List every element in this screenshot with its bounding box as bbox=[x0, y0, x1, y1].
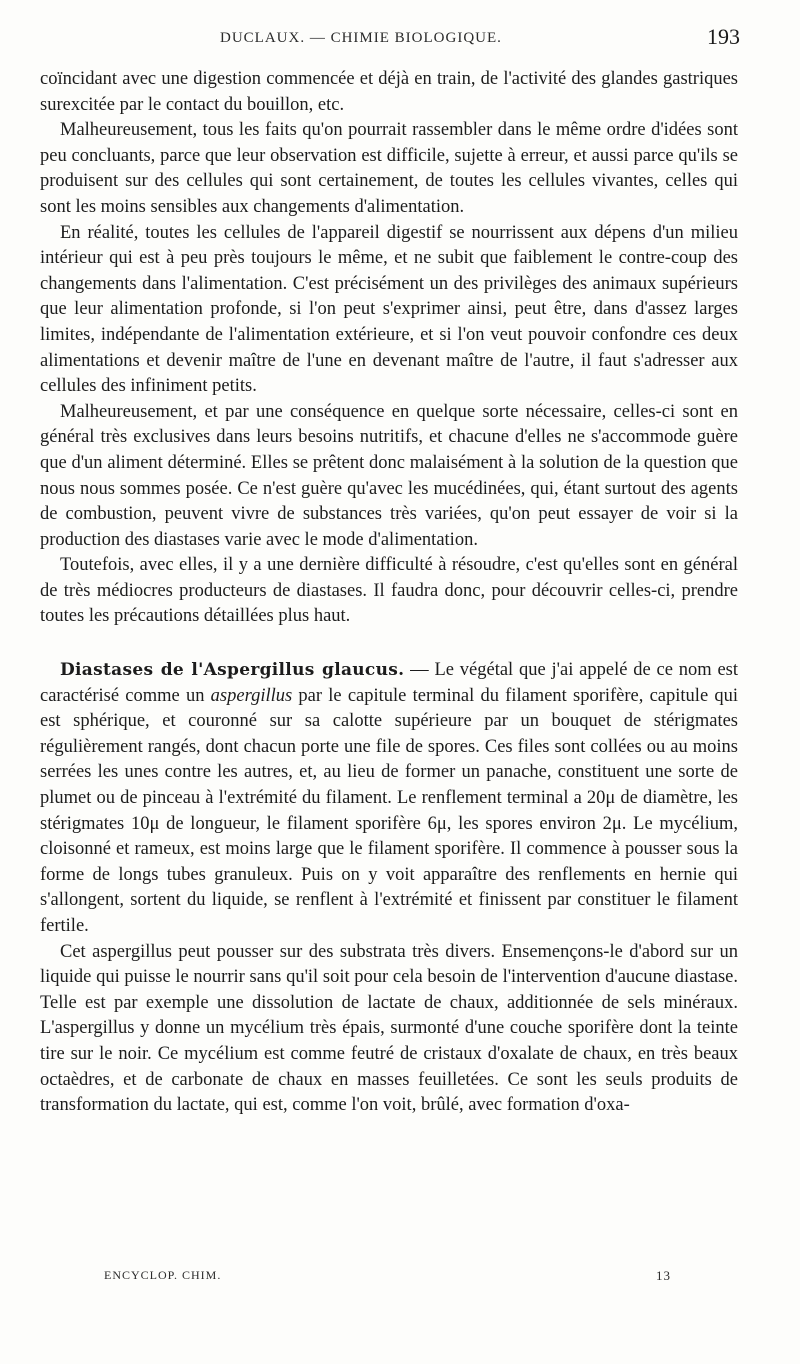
paragraph-text: par le capitule terminal du filament sporifère, capitule qui est sphérique, et couronné sur sa calotte supérieure par un bouquet de stérigmates régulièrement rangés, dont chacun porte une file de spores. Ces files sont collées ou au moins serrées les unes contre les autres, et, au lieu de former un panache, constituent une sorte de plumet ou de pinceau à l'extrémité du filament. Le renflement terminal a 20μ de diamètre, les stérigmates 10μ de longueur, le filament sporifère 6μ, les spores environ 2μ. Le mycélium, cloisonné et rameux, est moins large que le filament sporifère. Il commence à pousser sous la forme de longs tubes granuleux. Puis on y voit apparaître des renflements en hernie qui s'allongent, sortent du liquide, se renflent à l'extrémité et finissent par constituer le filament fertile. bbox=[40, 685, 739, 936]
signature-mark: ENCYCLOP. CHIM. bbox=[104, 1268, 222, 1282]
paragraph: Toutefois, avec elles, il y a une dernière difficulté à résoudre, c'est qu'elles sont en général de très médiocres producteurs de diastases. Il faudra donc, pour découvrir celles-ci, prendre toutes les précautions détaillées plus haut. bbox=[40, 555, 738, 627]
section-paragraph bbox=[40, 658, 738, 940]
running-title: DUCLAUX. — CHIMIE BIOLOGIQUE. bbox=[220, 30, 502, 46]
paragraph: Malheureusement, tous les faits qu'on pourrait rassembler dans le même ordre d'idées sont peu concluants, parce que leur observation est difficile, sujette à erreur, et aussi parce qu'ils se produisent sur des cellules qui sont certainement, de toutes les cellules vivantes, celles qui sont les moins sensibles aux changements d'alimentation. bbox=[40, 120, 738, 217]
page-header bbox=[40, 24, 740, 54]
paragraph-continuation: coïncidant avec une digestion commencée et déjà en train, de l'activité des glandes gastriques surexcitée par le contact du bouillon, etc. bbox=[40, 69, 738, 115]
paragraph: Cet aspergillus peut pousser sur des substrata très divers. Ensemençons-le d'abord sur un liquide qui puisse le nourrir sans qu'il soit pour cela besoin de l'intervention d'aucune diastase. Telle est par exemple une dissolution de lactate de chaux, additionnée de sels minéraux. L'aspergillus y donne un mycélium très épais, surmonté d'une couche sporifère dont la teinte tire sur le noir. Ce mycélium est comme feutré de cristaux d'oxalate de chaux, en très beaux octaèdres, et de carbonate de chaux en masses feuilletées. Ce sont les seuls produits de transformation du lactate, qui est, comme l'on voit, brûlé, avec formation d'oxa- bbox=[40, 941, 738, 1116]
paragraph: Malheureusement, et par une conséquence en quelque sorte nécessaire, celles-ci sont en général très exclusives dans leurs besoins nutritifs, et chacune d'elles ne s'accommode guère que d'un aliment déterminé. Elles se prêtent donc malaisément à la solution de la question que nous nous sommes posée. Ce n'est guère qu'avec les mucédinées, qui, étant surtout des agents de combustion, peuvent vivre de substances très variées, qu'on peut essayer de voir si la production des diastases varie avec le mode d'alimentation. bbox=[40, 401, 738, 550]
page-footer bbox=[104, 1268, 704, 1292]
paragraph: En réalité, toutes les cellules de l'appareil digestif se nourrissent aux dépens d'un milieu intérieur qui est à peu près toujours le même, et ne subit que faiblement le contre-coup des changements dans l'alimentation. C'est précisément un des privilèges des animaux supérieurs que leur alimentation profonde, si l'on peut s'exprimer ainsi, peut être, dans d'assez larges limites, indépendante de l'alimentation extérieure, et si l'on veut pouvoir confondre ces deux alimentations et devenir maître de l'une en devenant maître de l'autre, il faut s'adresser aux cellules des infiniment petits. bbox=[40, 222, 738, 397]
page-number: 193 bbox=[707, 24, 740, 49]
section-heading: Diastases de l'Aspergillus glaucus. bbox=[60, 660, 405, 681]
signature-number: 13 bbox=[656, 1268, 671, 1283]
paragraph-text: — Le végétal que j'ai appelé de ce nom est caractérisé comme un bbox=[40, 660, 738, 706]
italic-term: aspergillus bbox=[210, 685, 293, 706]
page-body bbox=[40, 67, 738, 1119]
